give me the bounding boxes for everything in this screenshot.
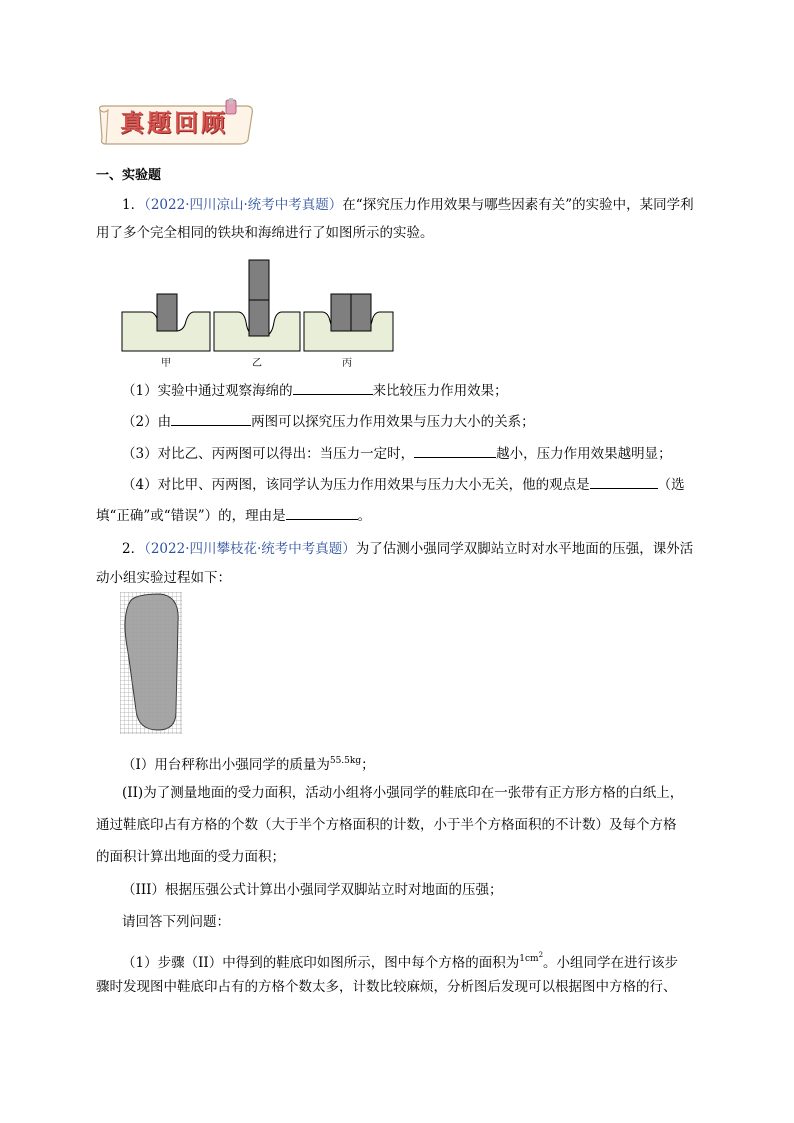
q2-step1: （I）用台秤称出小强同学的质量为$^{55.5kg}$； [122, 756, 375, 773]
q1-sub4: （4）对比甲、丙两图，该同学认为压力作用效果与压力大小无关，他的观点是 （选 [96, 471, 696, 499]
q1-sub3: （3）对比乙、丙两图可以得出：当压力一定时， 越小，压力作用效果越明显； [96, 440, 696, 468]
shoe-print-drawing [120, 592, 182, 734]
sponge-bing [304, 294, 393, 351]
q1-sub1: （1）实验中通过观察海绵的 来比较压力作用效果； [96, 377, 696, 405]
q2-stem-line2: 动小组实验过程如下： [96, 570, 231, 586]
answer-blank-4[interactable] [590, 474, 658, 489]
figure-label-jia: 甲 [161, 358, 171, 369]
q1-sub4-line2: 填“正确”或“错误”）的，理由是 。 [96, 502, 696, 530]
answer-blank-5[interactable] [286, 505, 358, 520]
q1-figure [120, 256, 405, 371]
q1-stem-line2: 用了多个完全相同的铁块和海绵进行了如图所示的实验。 [96, 225, 434, 241]
q1-sub2: （2）由 两图可以探究压力作用效果与压力大小的关系； [96, 408, 696, 436]
q2-sub1-line1: （1）步骤（II）中得到的鞋底印如图所示，图中每个方格的面积为$^{1cm^2}$。小组同学在进行该步 [122, 951, 679, 971]
q2-stem-text1: 为了估测小强同学双脚站立时对水平地面的压强，课外活 [355, 541, 694, 557]
figure-label-bing: 丙 [342, 358, 352, 369]
q1-figure-drawing [120, 256, 405, 356]
shoe-print-figure [120, 592, 182, 734]
answer-blank-2[interactable] [171, 411, 251, 426]
banner-title: 真题回顾 [120, 109, 228, 137]
q2-stem-line1 [96, 535, 696, 563]
q2-step3: （III）根据压强公式计算出小强同学双脚站立时对地面的压强； [122, 882, 503, 898]
q2-step2-line3: 的面积计算出地面的受力面积； [96, 849, 285, 865]
sponge-jia [122, 294, 210, 351]
q2-source: （2022·四川攀枝花·统考中考真题） [144, 541, 356, 557]
area-unit: 1cm2 [519, 951, 544, 964]
q2-step2-line2: 通过鞋底印占有方格的个数（大于半个方格面积的计数，小于半个方格面积的不计数）及每个方格 [96, 817, 677, 833]
q1-stem-line1 [96, 191, 696, 219]
answer-blank-1[interactable] [293, 380, 373, 395]
section-banner [96, 98, 256, 148]
q1-stem-text1: 在“探究压力作用效果与哪些因素有关”的实验中，某同学利 [342, 197, 694, 213]
q2-number: 2． [122, 541, 145, 557]
q2-step2-line1: (II)为了测量地面的受力面积，活动小组将小强同学的鞋底印在一张带有正方形方格的白纸上， [122, 785, 684, 801]
section-heading: 一、实验题 [96, 168, 162, 183]
sponge-yi [214, 260, 300, 351]
figure-label-yi: 乙 [252, 358, 262, 369]
q2-sub1-line2: 骤时发现图中鞋底印占有的方格个数太多，计数比较麻烦，分析图后发现可以根据图中方格的行、 [96, 979, 677, 995]
mass-value: 55.5kg [329, 756, 362, 766]
q1-number: 1． [122, 197, 145, 213]
q1-source: （2022·四川凉山·统考中考真题） [144, 197, 343, 213]
q2-prompt: 请回答下列问题： [122, 914, 230, 930]
answer-blank-3[interactable] [414, 443, 496, 458]
